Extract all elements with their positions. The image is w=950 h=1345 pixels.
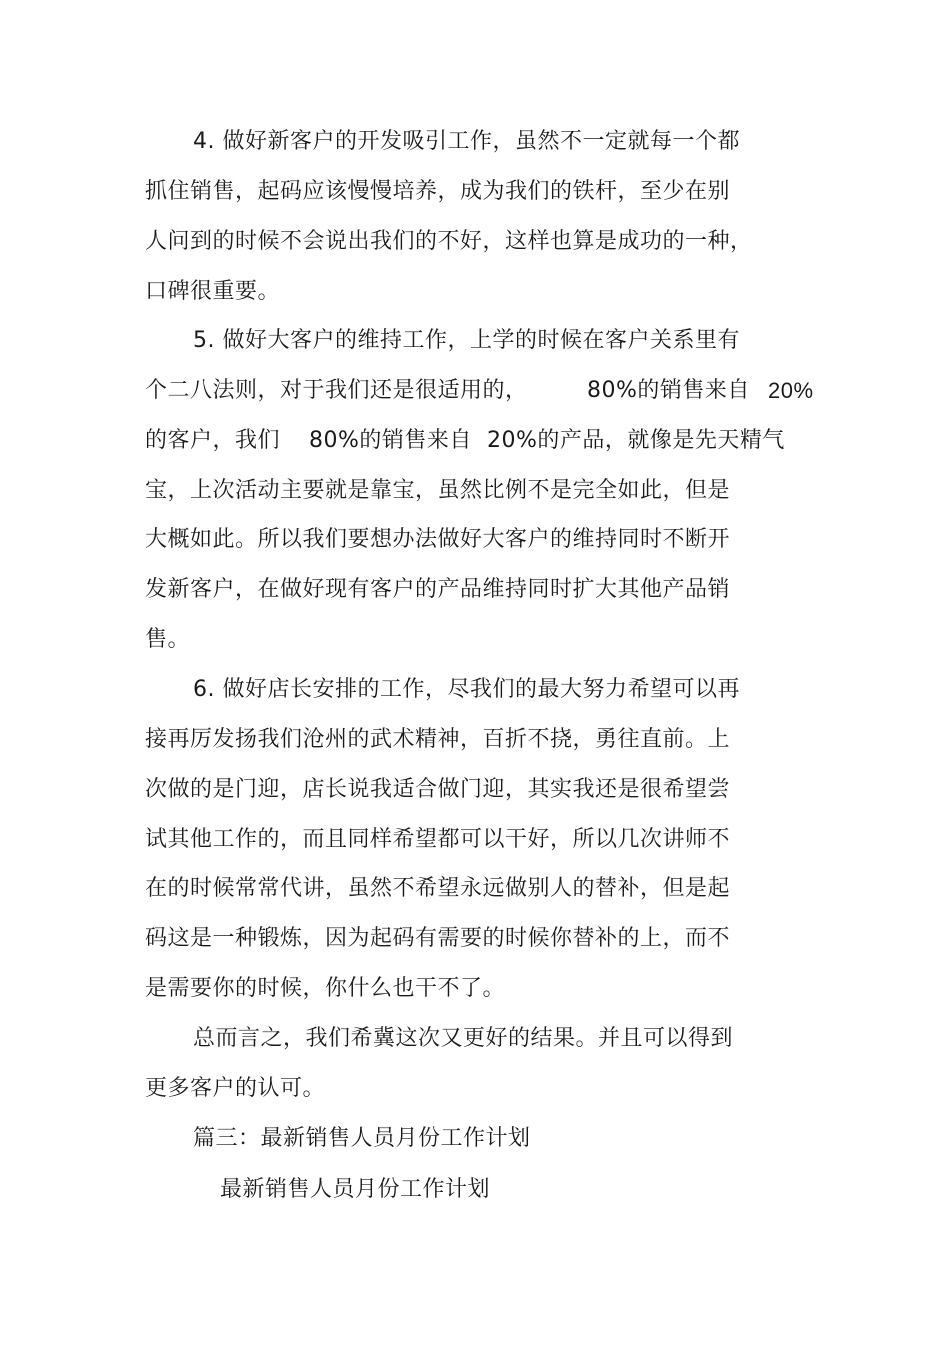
- paragraph-5-line-3c: 20%的产品，就像是先天精气: [487, 428, 785, 453]
- paragraph-5-line-2a: 个二八法则，对于我们还是很适用的，: [145, 378, 528, 403]
- summary-line-2: 更多客户的认可。: [145, 1076, 326, 1101]
- paragraph-5-line-4: 宝，上次活动主要就是靠宝，虽然比例不是完全如此，但是: [145, 478, 731, 503]
- paragraph-6-line-1: 6. 做好店长安排的工作，尽我们的最大努力希望可以再: [193, 677, 740, 702]
- paragraph-4-line-3: 人问到的时候不会说出我们的不好，这样也算是成功的一种，: [145, 229, 753, 254]
- paragraph-6-line-4: 试其他工作的，而且同样希望都可以干好，所以几次讲师不: [145, 827, 731, 852]
- paragraph-5-line-7: 售。: [145, 627, 191, 652]
- paragraph-4-line-2: 抓住销售，起码应该慢慢培养，成为我们的铁杆，至少在别: [145, 179, 731, 204]
- summary-line-1: 总而言之，我们希冀这次又更好的结果。并且可以得到: [193, 1026, 734, 1051]
- paragraph-6-line-3: 次做的是门迎，店长说我适合做门迎，其实我还是很希望尝: [145, 777, 731, 802]
- paragraph-6-line-6: 码这是一种锻炼，因为起码有需要的时候你替补的上，而不: [145, 926, 731, 951]
- paragraph-6-line-7: 是需要你的时候，你什么也干不了。: [145, 976, 506, 1001]
- paragraph-4-line-1: 4. 做好新客户的开发吸引工作，虽然不一定就每一个都: [193, 129, 740, 154]
- paragraph-5-line-2c: 20%: [768, 378, 814, 403]
- paragraph-5-line-3b: 80%的销售来自: [309, 428, 472, 453]
- document-title: 最新销售人员月份工作计划: [220, 1177, 491, 1202]
- paragraph-5-line-6: 发新客户，在做好现有客户的产品维持同时扩大其他产品销: [145, 577, 731, 602]
- paragraph-5-line-2b: 80%的销售来自: [587, 378, 750, 403]
- paragraph-5-line-3a: 的客户，我们: [145, 428, 281, 453]
- paragraph-4-line-4: 口碑很重要。: [145, 279, 281, 304]
- paragraph-6-line-5: 在的时候常常代讲，虽然不希望永远做别人的替补，但是起: [145, 876, 731, 901]
- paragraph-6-line-2: 接再厉发扬我们沧州的武术精神，百折不挠，勇往直前。上: [145, 727, 731, 752]
- paragraph-5-line-1: 5. 做好大客户的维持工作，上学的时候在客户关系里有: [193, 328, 740, 353]
- paragraph-5-line-5: 大概如此。所以我们要想办法做好大客户的维持同时不断开: [145, 527, 731, 552]
- section-heading: 篇三：最新销售人员月份工作计划: [193, 1126, 531, 1151]
